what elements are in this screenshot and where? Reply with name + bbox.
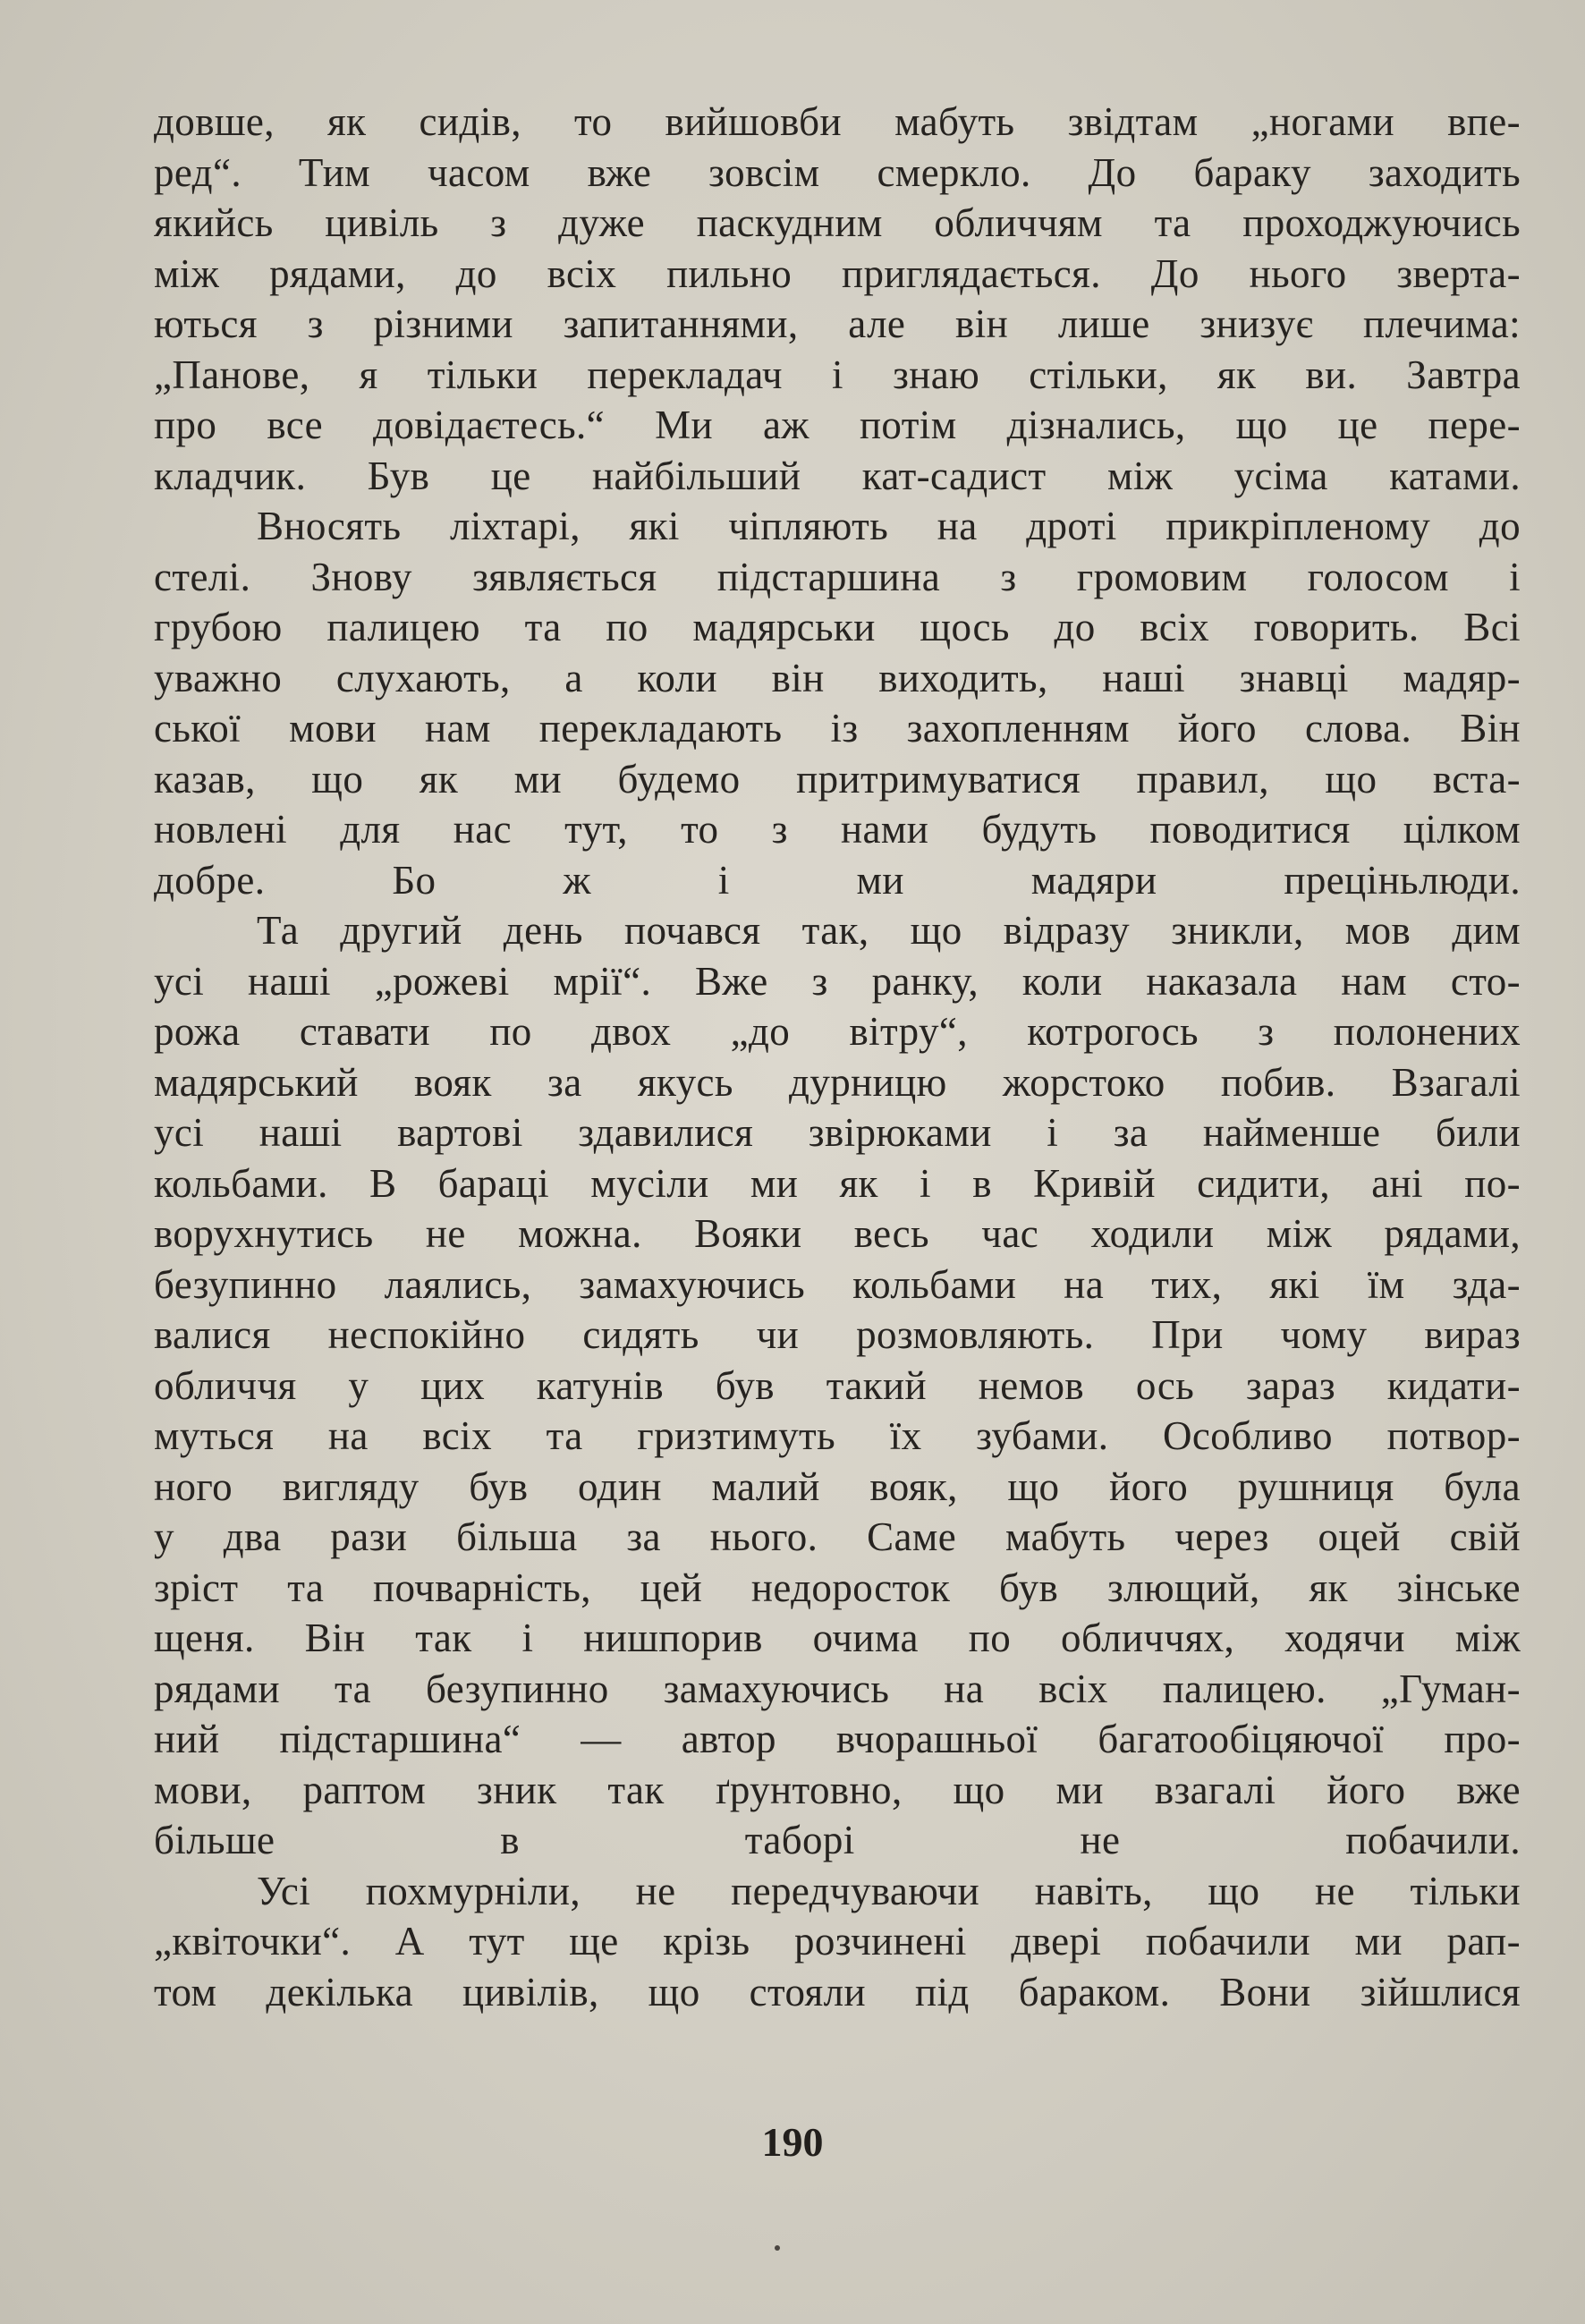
text-line: рядами та безупинно замахуючись на всіх палицею. „Гуман- <box>154 1666 1521 1711</box>
text-line: добре. Бо ж і ми мадяри преціньлюди. <box>154 857 1521 903</box>
text-line: усі наші вартові здавилися звірюками і за найменше били <box>154 1110 1521 1155</box>
text-line: уважно слухають, а коли він виходить, наші знавці мадяр- <box>154 655 1521 700</box>
text-line: між рядами, до всіх пильно приглядається. До нього зверта- <box>154 250 1521 296</box>
text-line: ються з різними запитаннями, але він лише знизує плечима: <box>154 301 1521 346</box>
text-line: ний підстаршина“ — автор вчорашньої багатообіцяючої про- <box>154 1717 1521 1761</box>
text-line: казав, що як ми будемо притримуватися правил, що вста- <box>154 756 1521 802</box>
text-line: стелі. Знову зявляється підстаршина з громовим голосом і <box>154 554 1521 599</box>
text-line: довше, як сидів, то вийшовби мабуть звідтам „ногами впе- <box>154 99 1521 144</box>
text-line: Вносять ліхтарі, які чіпляють на дроті прикріпленому до <box>257 504 1521 548</box>
page-text <box>154 97 1521 2017</box>
text-line: усі наші „рожеві мрії“. Вже з ранку, коли наказала нам сто- <box>154 958 1521 1004</box>
text-line: кольбами. В бараці мусіли ми як і в Кривій сидити, ані по- <box>154 1160 1521 1206</box>
text-line: валися неспокійно сидять чи розмовляють. При чому вираз <box>154 1312 1521 1357</box>
text-line: мови, раптом зник так ґрунтовно, що ми взагалі його вже <box>154 1767 1521 1812</box>
text-line: муться на всіх та гризтимуть їх зубами. Особливо потвор- <box>154 1413 1521 1458</box>
text-line: том декілька цивілів, що стояли під бараком. Вони зійшлися <box>154 1969 1521 2014</box>
text-line: щеня. Він так і нишпорив очима по обличчях, ходячи між <box>154 1616 1521 1660</box>
text-line: ворухнутись не можна. Вояки весь час ходили між рядами, <box>154 1211 1521 1256</box>
paragraph <box>154 1866 1521 2018</box>
text-line: більше в таборі не побачили. <box>154 1818 1521 1862</box>
text-line: безупинно лаялись, замахуючись кольбами на тих, які їм зда- <box>154 1261 1521 1307</box>
text-line: кладчик. Був це найбільший кат-садист між усіма катами. <box>154 453 1521 498</box>
text-line: „Панове, я тільки перекладач і знаю стільки, як ви. Завтра <box>154 352 1521 397</box>
text-line: у два рази більша за нього. Саме мабуть через оцей свій <box>154 1514 1521 1559</box>
text-line: мадярський вояк за якусь дурницю жорстоко побив. Взагалі <box>154 1059 1521 1105</box>
text-line: про все довідаєтесь.“ Ми аж потім дізнались, що це пере- <box>154 403 1521 447</box>
paragraph <box>154 501 1521 905</box>
text-line: „квіточки“. А тут ще крізь розчинені двері побачили ми рап- <box>154 1919 1521 1964</box>
text-line: якийсь цивіль з дуже паскудним обличчям та проходжуючись <box>154 200 1521 245</box>
text-line: ської мови нам перекладають із захопленням його слова. Він <box>154 706 1521 751</box>
text-line: рожа ставати по двох „до вітру“, котрогось з полонених <box>154 1009 1521 1054</box>
paragraph <box>154 905 1521 1866</box>
text-line: зріст та почварність, цей недоросток був злющий, як зінське <box>154 1565 1521 1610</box>
text-line: ред“. Тим часом вже зовсім смеркло. До бараку заходить <box>154 149 1521 195</box>
text-line: новлені для нас тут, то з нами будуть поводитися цілком <box>154 807 1521 852</box>
page-number: 190 <box>761 2119 824 2165</box>
text-line: ного вигляду був один малий вояк, що його рушниця була <box>154 1463 1521 1509</box>
text-line: Та другий день почався так, що відразу зникли, мов дим <box>257 908 1521 953</box>
text-line: грубою палицею та по мадярськи щось до всіх говорить. Всі <box>154 605 1521 649</box>
text-line: обличчя у цих катунів був такий немов ось зараз кидати- <box>154 1362 1521 1408</box>
paragraph <box>154 97 1521 501</box>
print-speck <box>775 2245 780 2251</box>
text-line: Усі похмурніли, не передчуваючи навіть, що не тільки <box>257 1868 1521 1913</box>
